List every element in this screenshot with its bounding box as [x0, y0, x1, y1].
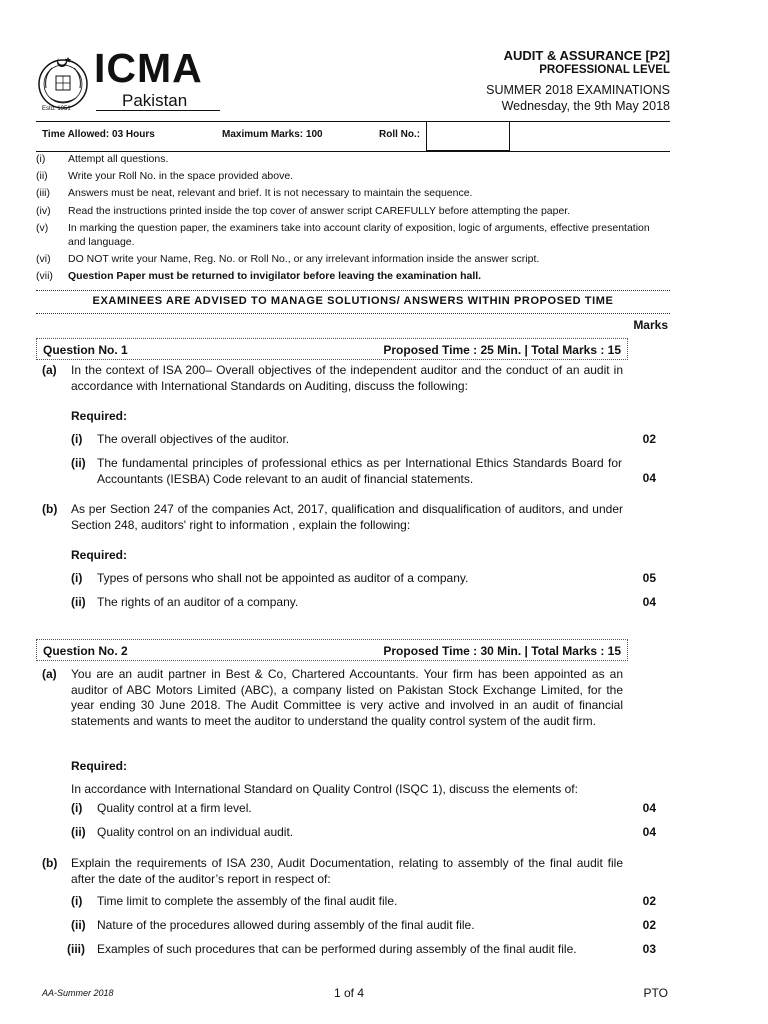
- exam-date: Wednesday, the 9th May 2018: [501, 99, 670, 113]
- time-allowed: Time Allowed: 03 Hours: [42, 129, 155, 140]
- page-footer: [36, 986, 670, 1002]
- marks-column-heading: Marks: [633, 318, 668, 332]
- please-turn-over: PTO: [643, 986, 668, 1000]
- q1-part-a-label: (a): [42, 363, 57, 377]
- institute-logo: [36, 44, 256, 120]
- exam-session: SUMMER 2018 EXAMINATIONS: [486, 83, 670, 97]
- advise-divider-top: [36, 290, 670, 291]
- paper-title: AUDIT & ASSURANCE [P2]: [503, 48, 670, 63]
- q1-part-b-text: As per Section 247 of the companies Act, 2017, qualification and disqualification of auditors, and under Section 248, auditors' right to information , explain the following:: [71, 502, 623, 532]
- maximum-marks: Maximum Marks: 100: [222, 129, 323, 140]
- question-2-time: Proposed Time : 30 Min. | Total Marks : 15: [383, 644, 621, 658]
- q2-part-b-text: Explain the requirements of ISA 230, Audit Documentation, relating to assembly of the final audit file after the date of the auditor’s report in respect of:: [71, 856, 623, 886]
- question-1-time: Proposed Time : 25 Min. | Total Marks : 15: [383, 343, 621, 357]
- q1-b-required: Required:: [71, 548, 128, 562]
- q2-part-a-label: (a): [42, 667, 57, 681]
- brand-underline: [96, 110, 220, 111]
- q1-b-i-marks: 05: [642, 571, 656, 585]
- page-number: 1 of 4: [334, 986, 365, 1000]
- paper-code: AA-Summer 2018: [42, 988, 114, 998]
- exam-info-bar: [36, 121, 670, 151]
- q2-a-i-marks: 04: [642, 801, 656, 815]
- q2-b-ii-marks: 02: [642, 918, 656, 932]
- brand-name: ICMA: [94, 45, 203, 91]
- institute-seal-icon: [36, 54, 90, 110]
- instructions-list: [36, 152, 670, 286]
- advise-divider-bottom: [36, 313, 670, 314]
- question-1-header: [36, 338, 628, 360]
- q1-b-ii-marks: 04: [642, 595, 656, 609]
- q2-part-b-label: (b): [42, 856, 58, 870]
- roll-no-label: Roll No.:: [379, 129, 421, 140]
- q2-a-intro: In accordance with International Standard on Quality Control (ISQC 1), discuss the elements of:: [71, 782, 578, 796]
- q1-part-b-label: (b): [42, 502, 58, 516]
- question-1-title: Question No. 1: [43, 343, 128, 357]
- instruction-item: (i) Attempt all questions.: [36, 153, 169, 165]
- brand-country: Pakistan: [122, 91, 188, 110]
- instruction-item: (vi) DO NOT write your Name, Reg. No. or Roll No., or any irrelevant information inside the answer script.: [36, 252, 540, 265]
- time-advice-banner: EXAMINEES ARE ADVISED TO MANAGE SOLUTIONS/ ANSWERS WITHIN PROPOSED TIME: [92, 295, 614, 307]
- paper-level: PROFESSIONAL LEVEL: [539, 64, 670, 76]
- instruction-item: (ii) Write your Roll No. in the space provided above.: [36, 170, 294, 183]
- q1-a-i-marks: 02: [642, 432, 656, 446]
- q2-part-a-text: You are an audit partner in Best & Co, Chartered Accountants. Your firm has been appointed as an auditor of ABC Motors Limited (ABC), a company listed on Pakistan Stock Exchange Limited, for the year ending 30 June 2018. The Audit Committee is very active and involved in an audit of financial statements and wants to meet the auditor to understand the quality control system of the audit firm.: [71, 667, 623, 728]
- q2-b-iii-marks: 03: [642, 942, 656, 956]
- established-year: Estd. 1951: [42, 106, 71, 112]
- q1-a-required: Required:: [71, 409, 128, 423]
- q2-a-required: Required:: [71, 759, 128, 773]
- q1-a-ii-marks: 04: [642, 471, 656, 485]
- question-2-title: Question No. 2: [43, 644, 128, 658]
- instruction-item: (iv) Read the instructions printed inside the top cover of answer script CAREFULLY before attempting the paper.: [36, 204, 571, 217]
- instruction-item: (v) In marking the question paper, the examiners take into account clarity of exposition, logic of arguments, effective presentation and language.: [36, 221, 650, 248]
- q1-part-a-text: In the context of ISA 200– Overall objectives of the independent auditor and the conduct of an audit in accordance with International Standards on Auditing, discuss the following:: [71, 363, 623, 393]
- q2-b-i-marks: 02: [642, 894, 656, 908]
- instruction-item: (vii) Question Paper must be returned to invigilator before leaving the examination hall.: [36, 270, 482, 283]
- q2-a-ii-marks: 04: [642, 825, 656, 839]
- exam-header: [36, 44, 670, 120]
- roll-no-box[interactable]: [426, 121, 510, 151]
- exam-details: [486, 48, 670, 114]
- question-2-header: [36, 639, 628, 661]
- instruction-item: (iii) Answers must be neat, relevant and brief. It is not necessary to maintain the sequence.: [36, 187, 473, 200]
